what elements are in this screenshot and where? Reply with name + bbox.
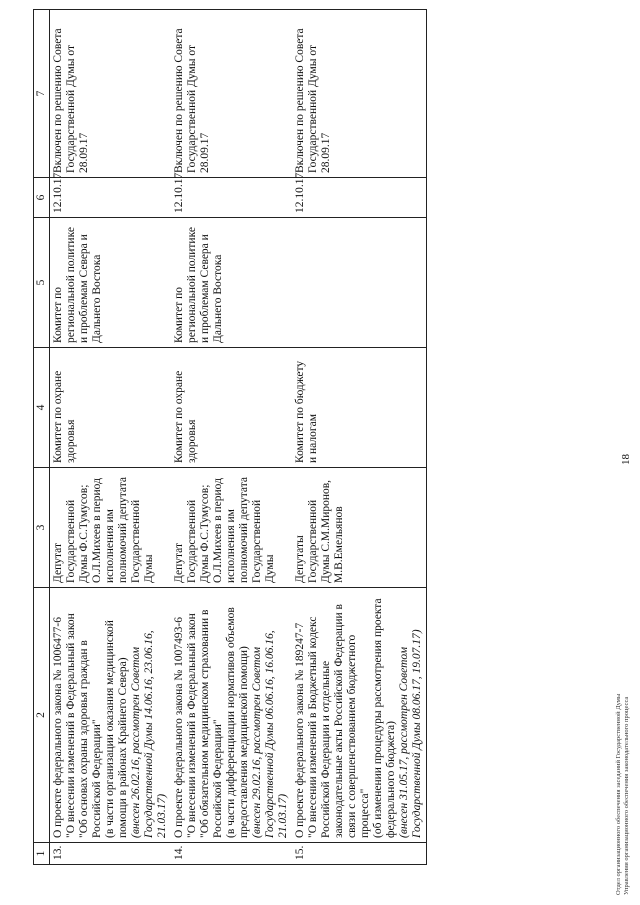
bill-dates: (внесен 26.02.16, рассмотрен Советом Государственной Думы 14.06.16, 23.06.16, 21.03.17) — [130, 630, 168, 838]
inclusion-status: Включен по решению Совета Государственной Думы от 28.09.17 — [292, 10, 427, 178]
bill-author: Депутат Государственной Думы Ф.С.Тумусов; О.Л.Михеев в период исполнения им полномочий депутата Государственной Думы — [50, 468, 172, 588]
row-number: 15. — [292, 843, 427, 865]
bill-author: Депутат Государственной Думы Ф.С.Тумусов; О.Л.Михеев в период исполнения им полномочий депутата Государственной Думы — [171, 468, 292, 588]
table-row — [171, 10, 292, 865]
bill-detail: (в части организации оказания медицинской помощи в районах Крайнего Севера) — [104, 620, 129, 838]
responsible-committee: Комитет по охране здоровья — [171, 348, 292, 468]
column-header: 7 — [34, 10, 50, 178]
bill-title: О проекте федерального закона № 1006477-6 — [52, 617, 64, 838]
row-number: 14. — [171, 843, 292, 865]
column-header: 5 — [34, 218, 50, 348]
column-header: 4 — [34, 348, 50, 468]
bills-table — [33, 9, 427, 865]
column-header: 2 — [34, 588, 50, 843]
table-row — [292, 10, 427, 865]
bill-description — [50, 588, 172, 843]
co-committee: Комитет по региональной политике и проблемам Севера и Дальнего Востока — [50, 218, 172, 348]
footer-line: Отдел организационного обеспечения заседаний Государственной Думы — [615, 693, 622, 895]
bill-title: О проекте федерального закона № 189247-7 — [294, 622, 306, 838]
bill-dates: (внесен 31.05.17, рассмотрен Советом Государственной Думы 08.06.17, 19.07.17) — [398, 629, 423, 838]
page-number: 18 — [620, 454, 632, 465]
responsible-committee: Комитет по охране здоровья — [50, 348, 172, 468]
bill-detail: (в части дифференциации нормативов объемов предоставления медицинской помощи) — [225, 607, 250, 838]
bill-name: "О внесении изменений в Федеральный закон "Об обязательном медицинском страховании в Российской Федерации" — [186, 609, 224, 838]
co-committee — [292, 218, 427, 348]
footer-line: Управления организационного обеспечения законодательного процесса — [623, 696, 630, 895]
row-number: 13. — [50, 843, 172, 865]
column-header: 1 — [34, 843, 50, 865]
bill-name: "О внесении изменений в Федеральный закон "Об основах охраны здоровья граждан в Российской Федерации" — [65, 613, 103, 838]
bill-description — [171, 588, 292, 843]
column-header: 6 — [34, 178, 50, 218]
inclusion-status: Включен по решению Совета Государственной Думы от 28.09.17 — [171, 10, 292, 178]
table-header-row — [34, 10, 50, 865]
table-row — [50, 10, 172, 865]
bill-name: "О внесении изменений в Бюджетный кодекс Российской Федерации и отдельные законодательные акты Российской Федерации в связи с совершенствованием бюджетного процесса" — [307, 604, 371, 838]
bill-dates: (внесен 29.02.16, рассмотрен Советом Государственной Думы 06.06.16, 16.06.16, 21.03.17) — [251, 630, 289, 838]
footer — [615, 694, 631, 895]
bill-author: Депутаты Государственной Думы С.М.Миронов, М.В.Емельянов — [292, 468, 427, 588]
bill-detail: (об изменении процедуры рассмотрения проекта федерального бюджета) — [372, 598, 397, 838]
consideration-date: 12.10.17 — [292, 178, 427, 218]
co-committee: Комитет по региональной политике и проблемам Севера и Дальнего Востока — [171, 218, 292, 348]
inclusion-status: Включен по решению Совета Государственной Думы от 28.09.17 — [50, 10, 172, 178]
column-header: 3 — [34, 468, 50, 588]
responsible-committee: Комитет по бюджету и налогам — [292, 348, 427, 468]
bill-title: О проекте федерального закона № 1007493-6 — [173, 617, 185, 838]
bill-description — [292, 588, 427, 843]
consideration-date: 12.10.17 — [171, 178, 292, 218]
consideration-date: 12.10.17 — [50, 178, 172, 218]
